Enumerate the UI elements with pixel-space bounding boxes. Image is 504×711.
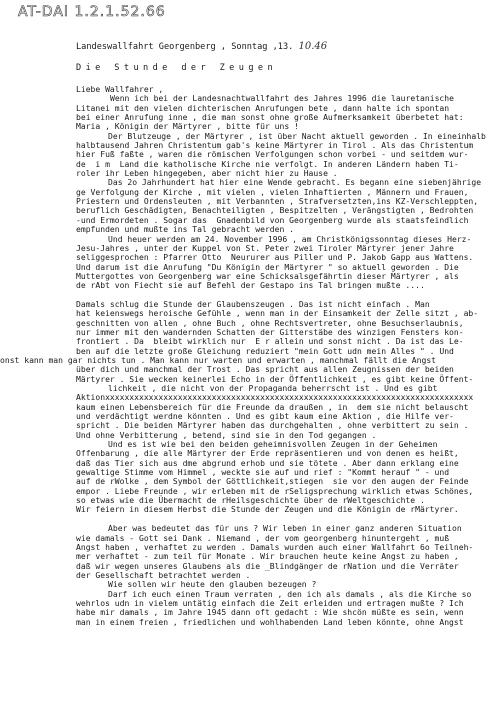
text-line: man in einem freien , friedlichen und wohlhabenden Land leben könnte, ohne Angst [76,617,464,627]
text-line: Wie sollen wir heute den glauben bezeugen ? [108,580,317,590]
text-line: Aber was bedeutet das für uns ? Wir leben in einer ganz anderen Situation [108,524,462,534]
archive-stamp: AT-DAI 1.2.1.52.66 [18,4,166,20]
text-line [0,515,504,524]
document-header [76,41,327,52]
text-line: Offenbarung , die alle Märtyrer der Erde repräsentieren und von denen es heißt, [76,449,459,459]
text-line: de rAbt von Fiecht sie auf Befehl der Gestapo ins Tal bringen mußte .... [76,281,425,291]
text-line: empor . Liebe Freunde , wir erleben mit de rSeligsprechung wirklich etwas Schönes, [76,486,474,496]
text-line: lichkeit , die nicht von der Propaganda beherrscht ist . Und es gibt [108,384,438,393]
text-line: habe mir damals , im Jahre 1945 dann oft gedacht : Wie shcön müßte es sein, wenn [76,608,464,618]
text-line: Das 2o Jahrhundert hat hier eine Wende gebracht. Es begann eine siebenjährige [108,178,482,188]
text-line [0,291,504,300]
text-line: nur immer mit den wandernden Schatten der Gitterstäbe des winzigen Fensters kon- [76,327,464,337]
text-line: ben auf die letzte große Gleichung reduziert "mein Gott udn mein Alles " . Und [76,346,454,356]
text-line: seliggesprochen : Pfarrer Otto Neururer aus Piller und P. Jakob Gapp aus Wattens. [76,253,474,263]
text-line: auf de rWolke , dem Symbol der Göttlichkeit,stiegen sie vor den augen der Feinde [76,477,469,487]
text-line: empfunden und mußte ins Tal gebracht werden . [76,225,295,235]
text-line: hier Fuß faßte , waren die römischen Verfolgungen schon vorbei - und seitdem wur- [76,150,469,160]
text-line: wehrlos udn in vielem untätig einfach die Zeit erleiden und ertragen mußte ? Ich [76,598,464,608]
text-line: roler ihr Leben hingegeben, aber nicht hier zu Hause . [76,169,338,179]
text-line: Darf ich euch einen Traum verraten , den ich als damals , als die Kirche so [108,589,472,599]
text-line: onst kann man gar nichts tun . Man kann nur warten und erwarten , manchmal fällt die Angst [0,355,437,365]
text-line: Aktionxxxxxxxxxxxxxxxxxxxxxxxxxxxxxxxxxxxxxxxxxxxxxxxxxxxxxxxxxxxxxxxxxxxxxxxxxxxx [76,393,474,403]
text-line: Muttergottes von Georgenberg war eine Schicksalsgefährtin dieser Märtyrer , als [76,271,459,281]
text-line: über dich und manchmal der Trost . Das spricht aus allen Zeugnissen der beiden [76,365,454,375]
document-title: Die Stunde der Zeugen [76,63,278,73]
text-line: Der Blutzeuge , der Märtyrer , ist über Nacht aktuell geworden . In eineinhalb [108,131,486,141]
text-line: kaum einen Lebensbereich für die Freunde da draußen , in dem sie nicht belauscht [76,402,469,412]
text-line: der Gesellschaft betrachtet werden . [76,570,251,580]
text-line: Priestern und Ordensleuten , mit Verbannten , Strafversetzten,ins KZ-Verschleppten, [76,197,479,207]
text-line: Und es ist wie bei den beiden geheimnisvollen Zeugen in der Geheimen [108,440,438,450]
document-body [0,85,504,627]
text-line: Litanei mit den vielen dichterischen Anrufungen bete , dann halte ich spontan [76,103,450,113]
text-line: beruflich Geschädigten, Benachteiligten , Bespitzelten , Verängstigten , Bedrohten [76,206,474,216]
text-line: wie damals - Gott sei Dank . Niemand , der vom georgenberg hinuntergeht , muß [76,533,450,543]
text-line: Und heuer werden am 24. November 1996 , am Christkönigssonntag dieses Herz- [108,234,472,244]
text-line: de i m Land die katholische Kirche nie verfolgt. In anderen Ländern haben Ti- [76,159,459,169]
text-line: bei einer Anrufung inne , die man sonst ohne große Aufmerksamkeit überbetet hat: [76,113,464,123]
text-line: gewaltige Stimme vom Himmel , weckte sie auf und rief : "Kommt herauf " - und [76,468,450,478]
text-line: Märtyrer . Sie wecken keinerlei Echo in der Öffentlichkeit , es gibt keine Öffent- [76,374,474,384]
event-line: Landeswallfahrt Georgenberg , Sonntag ,13. [76,42,294,52]
text-line: hat keienswegs heroische Gefühle , wenn man in der Einsamkeit der Zelle sitzt , ab- [76,309,479,319]
text-line: Jesu-Jahres , unter der Kuppel von St. Peter zwei Tiroler Märtyrer jener Jahre [76,243,454,253]
text-line: Maria , Königin der Märtyrer , bitte für uns ! [76,122,299,132]
text-line: frontiert . Da bleibt wirklich nur E r allein und sonst nicht . Da ist das Le- [76,337,464,347]
text-line: halbtausend Jahren Christentum gab's keine Märtyrer in Tirol . Als das Christentum [76,141,474,151]
text-line: daß das Tier sich aus dme abgrund erhob und sie tötete . Aber dann erklang eine [76,458,459,468]
text-line: Liebe Wallfahrer , [76,85,164,94]
text-line: -und Ermordeten . Sogar das Gnadenbild von Georgenberg wurde als staatsfeindlich [76,215,469,225]
text-line: mer verhaftet - zum teil für Monate . Wir brauchen heute keine Angst zu haben , [76,552,459,562]
text-line: Und ohne Verbitterung , betend, sind sie in den Tod gegangen . [76,430,377,440]
text-line: daß wir wegen unseres Glaubens als die _Blindgänger de rNation und die Verräter [76,561,459,571]
text-line: und verdächtigt werdne könnten . Und es gibt kaum eine Aktion , die Hilfe ver- [76,412,454,422]
text-line: so etwas wie die Übermacht de rHeilsgeschichte über de rWeltgeschichte . [76,496,425,506]
text-line: Wir feiern in diesem Herbst die Stunde der Zeugen und die Königin de rMärtyrer. [76,505,459,515]
text-line: Und darum ist die Anrufung "Du Königin der Märtyrer " so aktuell geworden . Die [76,262,459,272]
text-line: Damals schlug die Stunde der Glaubenszeugen . Das ist nicht einfach . Man [76,299,430,309]
text-line: Angst haben , verhaftet zu werden . Damals wurden auch einer Wallfahrt 6o Teilneh- [76,542,474,552]
handwritten-date: 10.46 [298,41,328,52]
text-line: spricht . Die beiden Märtyrer haben das durchgehalten , ohne verbittert zu sein . [76,421,469,431]
text-line: geschnitten von allen , ohne Buch , ohne Rechtsvertreter, ohne Besuchserlaubnis, [76,318,464,328]
text-line: Wenn ich bei der Landesnachtwallfahrt des Jahres 1996 die lauretanische [110,94,454,104]
text-line: ge Verfolgung der Kirche , mit vielen , vielen Inhaftierten , Männern und Frauen, [76,187,469,197]
